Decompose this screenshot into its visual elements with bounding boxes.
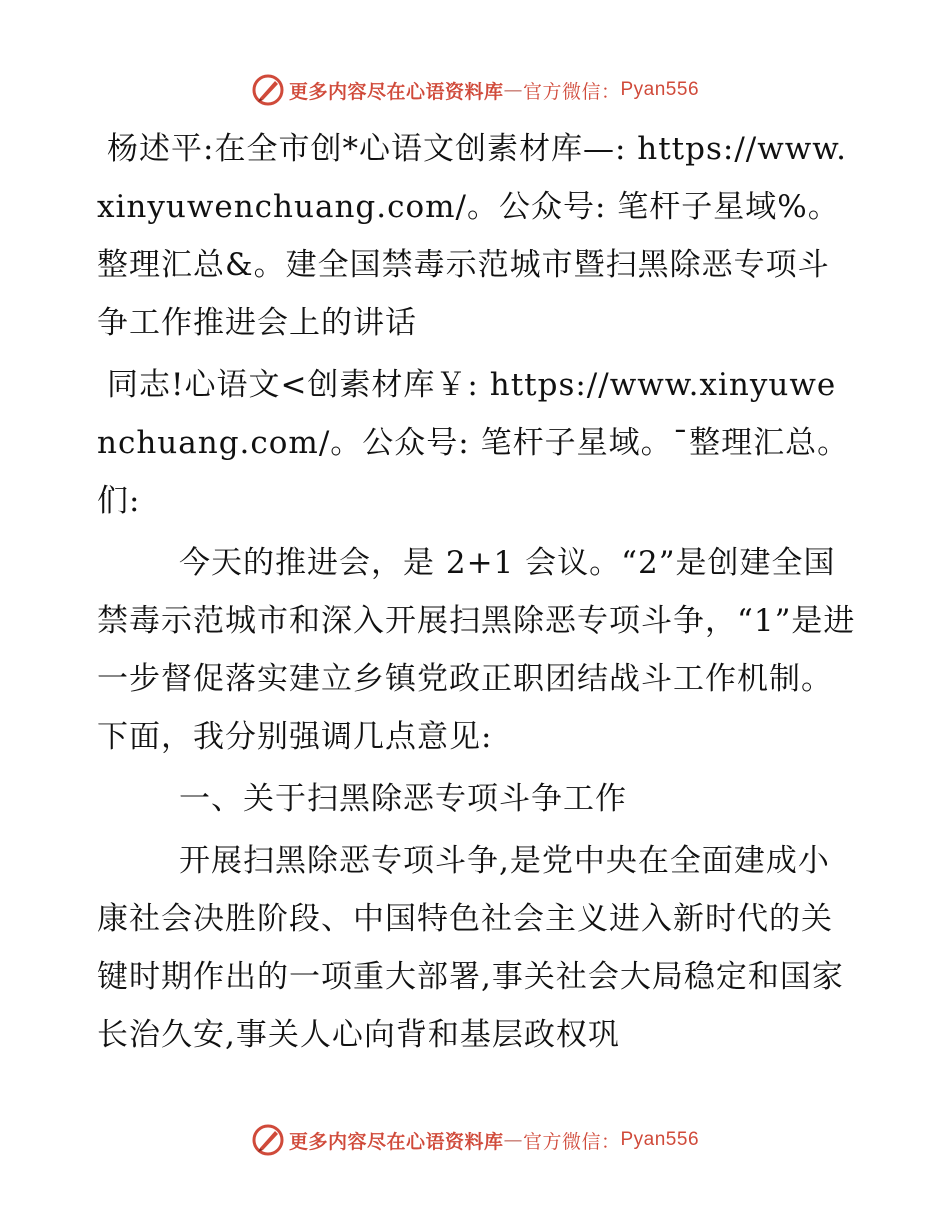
banner-slogan: 更多内容尽在心语资料库	[288, 80, 504, 103]
body-paragraph: 开展扫黑除恶专项斗争,是党中央在全面建成小康社会决胜阶段、中国特色社会主义进入新时代的关键时期作出的一项重大部署,事关社会大局稳定和国家长治久安,事关人心向背和基层政权巩	[97, 843, 844, 1053]
banner-slogan: 更多内容尽在心语资料库	[288, 1130, 504, 1153]
document-title-paragraph: 杨述平:在全市创*心语文创素材库—: https://www.xinyuwenchuang.com/。公众号: 笔杆子星域%。整理汇总&。建全国禁毒示范城市暨扫黑除恶专项斗争工作推进会上的讲话	[97, 131, 847, 341]
banner-wechat-label: 官方微信：	[522, 1130, 621, 1153]
banner-wechat-label: 官方微信：	[522, 80, 621, 103]
quill-pen-logo-icon	[251, 73, 285, 107]
banner-dash: —	[503, 1129, 523, 1151]
document-body	[97, 120, 857, 1068]
banner-wechat-id: Pyan556	[620, 79, 700, 100]
banner-wechat-id: Pyan556	[620, 1129, 700, 1150]
section-heading: 一、关于扫黑除恶专项斗争工作	[179, 781, 627, 817]
body-paragraph: 今天的推进会，是 2+1 会议。“2”是创建全国禁毒示范城市和深入开展扫黑除恶专项斗争，“1”是进一步督促落实建立乡镇党政正职团结战斗工作机制。下面，我分别强调几点意见:	[97, 545, 856, 755]
footer-watermark-banner	[0, 1120, 950, 1160]
salutation-paragraph: 同志!心语文<创素材库￥: https://www.xinyuwenchuang.com/。公众号: 笔杆子星域。¯整理汇总。们:	[97, 367, 850, 519]
header-watermark-banner	[0, 70, 950, 110]
quill-pen-logo-icon	[251, 1123, 285, 1157]
banner-dash: —	[503, 79, 523, 101]
